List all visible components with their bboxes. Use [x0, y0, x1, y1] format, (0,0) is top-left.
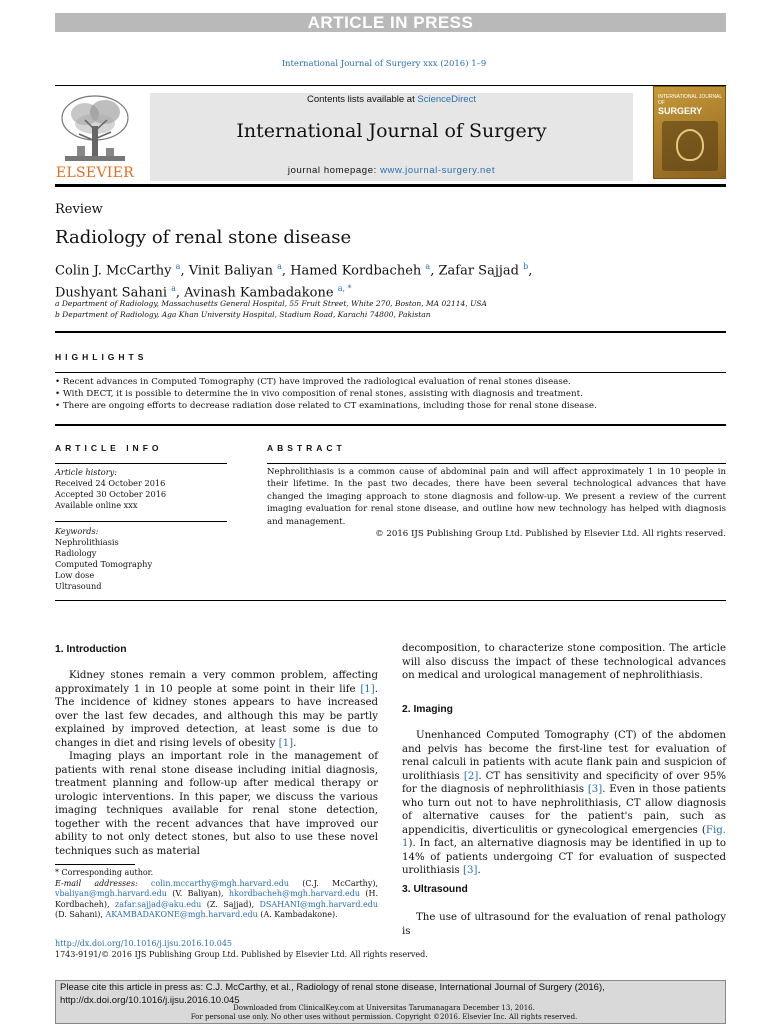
author-name[interactable]: Hamed Kordbacheh — [290, 263, 422, 279]
reference-link[interactable]: [1] — [360, 683, 375, 695]
imaging-text: Unenhanced Computed Tomography (CT) of the abdomen and pelvis has become the first-line test for evaluation of renal calculi in patients with acute flank pain and suspicion of urolithiasis [2]. CT has sensitivity and specificity of over 95% for the diagnosis of nephrolithiasis [3]. Even in those patients who turn out not to have nephrolithiasis, CT allow diagnosis of alternative causes for the patient's pain, such as appendicitis, diverticulitis or gynecological emergencies (Fig. 1). In fact, an alternative diagnosis may be identified in up to 14% of patients undergoing CT for evaluation of suspected urolithiasis [3]. — [402, 730, 727, 876]
abstract-text: Nephrolithiasis is a common cause of abdominal pain and will affect approximately 1 in 10 people in their lifetime. In the past two decades, there have been several technological advances that have changed the imaging approach to stone diagnosis and follow-up. We present a review of the current imaging evaluation for renal stone disease, and outline how new technology has helped with diagnosis and management. — [267, 467, 726, 527]
article-info-heading: ARTICLE INFO — [55, 443, 163, 453]
email-link[interactable]: vbaliyan@mgh.harvard.edu — [55, 889, 167, 898]
article-title: Radiology of renal stone disease — [55, 227, 352, 248]
article-history-label: Article history: — [55, 467, 117, 477]
journal-cover-thumbnail[interactable] — [653, 86, 726, 179]
author-name[interactable]: Colin J. McCarthy — [55, 263, 172, 279]
abstract-rule — [267, 463, 726, 464]
accepted-date: Accepted 30 October 2016 — [55, 489, 167, 499]
article-type: Review — [55, 202, 103, 217]
keywords-rule — [55, 521, 227, 522]
section-heading-introduction: 1. Introduction — [55, 644, 127, 655]
doi-link[interactable]: http://dx.doi.org/10.1016/j.ijsu.2016.10.045 — [55, 939, 232, 948]
keyword: Radiology — [55, 548, 97, 558]
author-name[interactable]: Avinash Kambadakone — [184, 285, 334, 301]
keyword: Nephrolithiasis — [55, 537, 119, 547]
affiliation-marker[interactable]: a — [175, 262, 181, 271]
contents-line: Contents lists available at ScienceDirect — [307, 94, 476, 105]
affiliation-b: b Department of Radiology, Aga Khan University Hospital, Stadium Road, Karachi 74800, Pakistan — [55, 310, 431, 319]
citation-text: Please cite this article in press as: C.J. McCarthy, et al., Radiology of renal stone disease, International Journal of Surgery (2016), http://dx.doi.org/10.1016/j.ijsu.2016.10.045 — [60, 982, 605, 1006]
header-top-rule — [55, 85, 726, 86]
ultrasound-text: The use of ultrasound for the evaluation of renal pathology is — [402, 912, 726, 937]
cover-title: INTERNATIONAL JOURNAL OF SURGERY — [658, 94, 722, 116]
email-link[interactable]: zafar.sajjad@aku.edu — [115, 899, 202, 909]
download-notice: Downloaded from ClinicalKey.com at Universitas Tarumanagara December 13, 2016. — [233, 1004, 535, 1012]
affiliation-marker[interactable]: a — [171, 284, 176, 294]
highlights-heading: HIGHLIGHTS — [55, 352, 148, 362]
corresponding-author-footnote: * Corresponding author. E-mail addresses: colin.mccarthy@mgh.harvard.edu (C.J. McCarthy), vbaliyan@mgh.harvard.edu (V. Baliyan), hkordbacheh@mgh.harvard.edu (H. Kordbacheh), zafar.sajjad@aku.edu (Z. Sajjad), DSAHANI@mgh.harvard.edu (D. Sahani), AKAMBADAKONE@mgh.harvard.edu (A. Kambadakone). — [55, 868, 378, 919]
author-list: Colin J. McCarthy $^a$, Vinit Baliyan $^a$, Hamed Kordbacheh $^a$, Zafar Sajjad $^b$, Dushyant Sahani $^a$, Avinash Kambadakone $^{a, *}$ — [55, 262, 533, 301]
affiliation-marker[interactable]: a — [425, 262, 431, 271]
highlight-item: • Recent advances in Computed Tomography (CT) have improved the radiological evaluation of renal stones disease. — [55, 377, 571, 387]
keyword: Ultrasound — [55, 581, 102, 591]
highlights-bottom-rule — [55, 424, 726, 426]
article-info-rule — [55, 463, 227, 464]
doi-block — [55, 938, 428, 960]
article-in-press-banner: ARTICLE IN PRESS — [55, 13, 726, 32]
affiliation-marker[interactable]: a, * — [337, 284, 352, 294]
author-name[interactable]: Zafar Sajjad — [438, 263, 519, 279]
highlight-item: • There are ongoing efforts to decrease radiation dose related to CT examinations, including those for renal stone disease. — [55, 401, 597, 411]
email-link[interactable]: hkordbacheh@mgh.harvard.edu — [228, 889, 360, 898]
reference-link[interactable]: [1] — [278, 737, 294, 749]
footnote-rule — [55, 864, 135, 865]
online-date: Available online xxx — [55, 500, 138, 510]
journal-homepage: journal homepage: www.journal-surgery.net — [287, 165, 496, 176]
journal-title: International Journal of Surgery — [236, 120, 547, 142]
keywords-label: Keywords: — [55, 526, 99, 536]
author-name[interactable]: Dushyant Sahani — [55, 285, 167, 301]
highlights-top-rule — [55, 331, 726, 333]
reference-link[interactable]: [2] — [463, 770, 479, 782]
introduction-text: Kidney stones remain a very common problem, affecting approximately 1 in 10 people at some point in their life [1]. The incidence of kidney stones appears to have increased over the last few decades, and although this may be partly explained by improved detection, at least some is due to changes in diet and rising levels of obesity [1]. Imaging plays an important role in the management of patients with renal stone disease including initial diagnosis, treatment planning and follow-up after medical therapy or urologic interventions. In this paper, we discuss the various imaging techniques available for renal stone detection, together with the recent advances that have improved our ability to not only detect stones, but also to use these novel techniques such as material — [55, 670, 378, 857]
reference-link[interactable]: [3] — [463, 865, 478, 876]
section-heading-imaging: 2. Imaging — [402, 704, 453, 715]
reference-link[interactable]: [3] — [587, 784, 603, 795]
cover-seal — [676, 129, 704, 161]
introduction-continued: decomposition, to characterize stone composition. The article will also discuss the impact of these technological advances on medical and urological management of nephrolithiasis. — [402, 643, 726, 681]
section-heading-ultrasound: 3. Ultrasound — [402, 884, 468, 895]
email-link[interactable]: AKAMBADAKONE@mgh.harvard.edu — [105, 910, 258, 919]
sciencedirect-link[interactable]: ScienceDirect — [417, 94, 476, 105]
journal-citation-link[interactable]: International Journal of Surgery xxx (2016) 1–9 — [281, 59, 487, 69]
affiliation-marker[interactable]: a — [277, 262, 282, 271]
usage-notice: For personal use only. No other uses without permission. Copyright ©2016. Elsevier Inc. All rights reserved. — [190, 1013, 578, 1021]
abstract-copyright: © 2016 IJS Publishing Group Ltd. Published by Elsevier Ltd. All rights reserved. — [375, 529, 726, 539]
figure-link[interactable]: Fig. 1 — [402, 824, 726, 849]
affiliation-a: a Department of Radiology, Massachusetts General Hospital, 55 Fruit Street, White 270, Boston, MA 02114, USA — [55, 299, 487, 308]
email-link[interactable]: DSAHANI@mgh.harvard.edu — [259, 899, 378, 909]
header-bottom-rule — [55, 184, 726, 187]
front-matter-rule — [55, 600, 726, 601]
journal-homepage-link[interactable]: www.journal-surgery.net — [380, 165, 496, 176]
issn-line: 1743-9191/© 2016 IJS Publishing Group Ltd. Published by Elsevier Ltd. All rights reserved. — [55, 950, 428, 959]
abstract-heading: ABSTRACT — [267, 443, 346, 453]
email-link[interactable]: colin.mccarthy@mgh.harvard.edu — [150, 878, 289, 888]
author-name[interactable]: Vinit Baliyan — [188, 263, 273, 279]
elsevier-wordmark: ELSEVIER — [55, 165, 135, 181]
affiliation-marker[interactable]: b — [523, 262, 529, 271]
highlight-item: • With DECT, it is possible to determine the in vivo composition of renal stones, assisting with diagnosis and treatment. — [55, 389, 583, 399]
received-date: Received 24 October 2016 — [55, 478, 166, 488]
highlights-sub-rule — [55, 372, 726, 373]
keyword: Computed Tomography — [55, 559, 153, 569]
keyword: Low dose — [55, 570, 95, 580]
